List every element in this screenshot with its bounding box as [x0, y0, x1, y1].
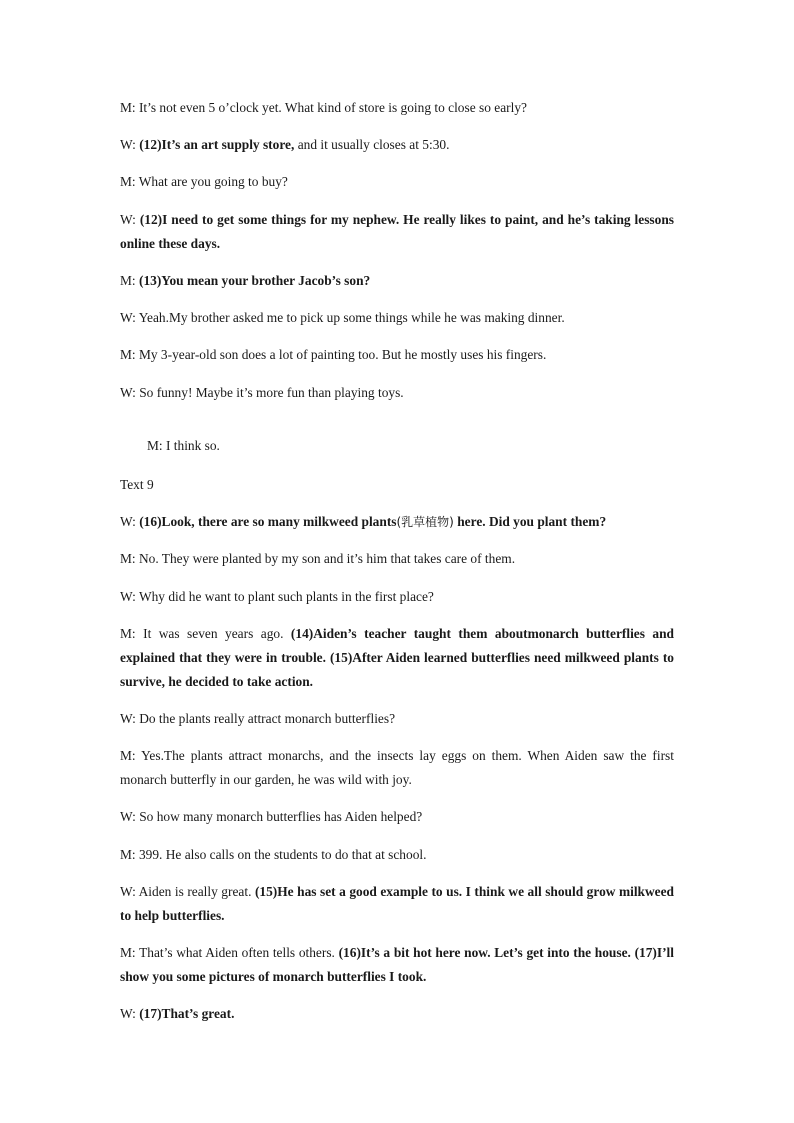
line-text: M: What are you going to buy?	[120, 174, 288, 189]
line-text: W: Why did he want to plant such plants in the first place?	[120, 589, 434, 604]
speaker: W: Aiden is really great.	[120, 884, 255, 899]
chinese-gloss: (乳草植物)	[396, 515, 454, 529]
dialogue-line	[147, 434, 701, 458]
speaker: M:	[120, 273, 139, 288]
dialogue-line	[120, 744, 674, 792]
speaker: M: It was seven years ago.	[120, 626, 291, 641]
dialogue-line	[120, 805, 674, 829]
answer-highlight: (12)I need to get some things for my nephew. He really likes to paint, and he’s taking lessons online these days.	[120, 212, 674, 251]
line-text: W: So how many monarch butterflies has Aiden helped?	[120, 809, 423, 824]
line-text: W: Yeah.My brother asked me to pick up some things while he was making dinner.	[120, 310, 565, 325]
answer-highlight: (14)Aiden’s teacher taught them aboutmonarch butterflies and explained that they were in trouble. (15)After Aiden learned butterflies need milkweed plants to survive, he decided to take action.	[120, 626, 675, 689]
line-text: M: 399. He also calls on the students to do that at school.	[120, 847, 427, 862]
dialogue-line	[120, 941, 674, 989]
answer-highlight: (12)It’s an art supply store,	[139, 137, 295, 152]
dialogue-line	[120, 1002, 674, 1026]
dialogue-line	[120, 306, 674, 330]
line-text: M: It’s not even 5 o’clock yet. What kind of store is going to close so early?	[120, 100, 527, 115]
section-heading	[120, 473, 674, 497]
dialogue-line	[120, 208, 674, 256]
line-text: W: So funny! Maybe it’s more fun than playing toys.	[120, 385, 404, 400]
dialogue-line	[120, 622, 674, 694]
dialogue-line	[120, 707, 674, 731]
dialogue-line	[120, 843, 674, 867]
speaker: W:	[120, 514, 140, 529]
answer-highlight: (16)Look, there are so many milkweed plants	[139, 514, 397, 529]
dialogue-line	[120, 269, 674, 293]
answer-highlight: here. Did you plant them?	[453, 514, 607, 529]
speaker: W:	[120, 1006, 140, 1021]
line-text: M: I think so.	[147, 438, 220, 453]
speaker: W:	[120, 212, 140, 227]
dialogue-line	[120, 133, 674, 157]
answer-highlight: (15)He has set a good example to us. I think we all should grow milkweed to help butterflies.	[120, 884, 674, 923]
dialogue-line	[120, 547, 674, 571]
dialogue-line	[120, 96, 674, 120]
line-text: W: Do the plants really attract monarch butterflies?	[120, 711, 396, 726]
line-text: and it usually closes at 5:30.	[294, 137, 450, 152]
dialogue-line	[120, 381, 674, 405]
dialogue-line	[120, 880, 674, 928]
answer-highlight: (17)That’s great.	[139, 1006, 235, 1021]
answer-highlight: (13)You mean your brother Jacob’s son?	[138, 273, 371, 288]
dialogue-line	[120, 170, 674, 194]
speaker: M: That’s what Aiden often tells others.	[120, 945, 339, 960]
line-text: M: My 3-year-old son does a lot of painting too. But he mostly uses his fingers.	[120, 347, 547, 362]
dialogue-line	[120, 510, 674, 534]
dialogue-line	[120, 585, 674, 609]
line-text: M: No. They were planted by my son and it’s him that takes care of them.	[120, 551, 516, 566]
dialogue-line	[120, 343, 674, 367]
speaker: W:	[120, 137, 140, 152]
heading-text: Text 9	[120, 477, 154, 492]
answer-highlight: (16)It’s a bit hot here now. Let’s get into the house. (17)I’ll show you some pictures of monarch butterflies I took.	[120, 945, 674, 984]
line-text: M: Yes.The plants attract monarchs, and the insects lay eggs on them. When Aiden saw the first monarch butterfly in our garden, he was wild with joy.	[120, 748, 674, 787]
